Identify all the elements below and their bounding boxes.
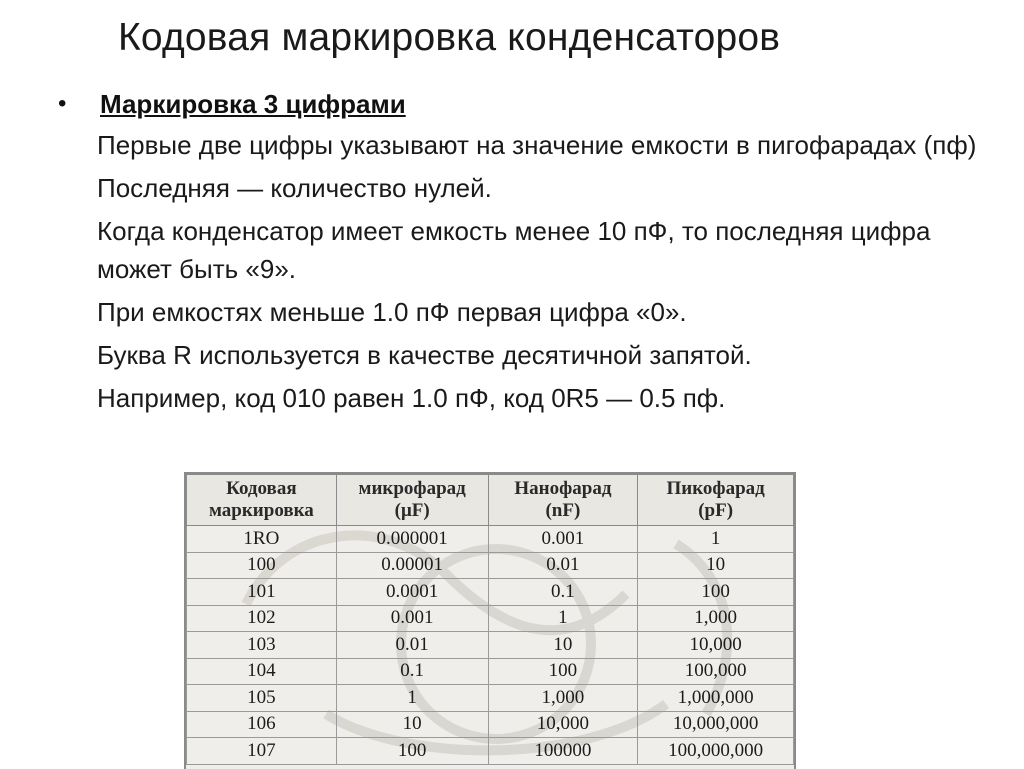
cell-nf: 0.001 xyxy=(488,526,638,553)
bullet-item xyxy=(55,82,985,126)
table-row xyxy=(187,526,794,553)
cell-code: 103 xyxy=(187,632,337,659)
cell-nf: 0.1 xyxy=(488,579,638,606)
capacitor-code-table xyxy=(186,474,794,765)
bullet-heading: Маркировка 3 цифрами xyxy=(100,89,406,119)
cell-uf: 0.0001 xyxy=(336,579,488,606)
cell-code: 104 xyxy=(187,658,337,685)
cell-code: 106 xyxy=(187,711,337,738)
bullet-marker: • xyxy=(58,90,67,117)
cell-uf: 0.01 xyxy=(336,632,488,659)
cell-pf: 100,000,000 xyxy=(638,738,794,765)
table-row xyxy=(187,738,794,765)
cell-pf: 100,000 xyxy=(638,658,794,685)
table-row xyxy=(187,711,794,738)
cell-code: 105 xyxy=(187,685,337,712)
cell-pf: 10 xyxy=(638,552,794,579)
paragraph-zeros: Последняя — количество нулей. xyxy=(97,173,492,203)
cell-pf: 10,000,000 xyxy=(638,711,794,738)
cell-pf: 1,000 xyxy=(638,605,794,632)
cell-code: 107 xyxy=(187,738,337,765)
cell-nf: 100 xyxy=(488,658,638,685)
paragraph-letter-r: Буква R используется в качестве десятичной запятой. xyxy=(97,340,752,370)
paragraph-capacitance-digits: Первые две цифры указывают на значение емкости в пигофарадах (пф) xyxy=(97,130,977,160)
table-row xyxy=(187,658,794,685)
table-header-row xyxy=(187,475,794,526)
cell-nf: 10,000 xyxy=(488,711,638,738)
table-row xyxy=(187,552,794,579)
paragraph-less-than-10pf: Когда конденсатор имеет емкость менее 10 пФ, то последняя цифра может быть «9». xyxy=(97,216,931,284)
cell-nf: 10 xyxy=(488,632,638,659)
table-row xyxy=(187,632,794,659)
cell-uf: 0.001 xyxy=(336,605,488,632)
bullet-list xyxy=(55,82,985,417)
header-microfarad: микрофарад (μF) xyxy=(336,475,488,526)
cell-uf: 100 xyxy=(336,738,488,765)
header-nanofarad: Нанофарад (nF) xyxy=(488,475,638,526)
slide-title: Кодовая маркировка конденсаторов xyxy=(118,16,781,59)
cell-uf: 0.00001 xyxy=(336,552,488,579)
table-row xyxy=(187,605,794,632)
cell-nf: 0.01 xyxy=(488,552,638,579)
cell-nf: 1 xyxy=(488,605,638,632)
cell-uf: 10 xyxy=(336,711,488,738)
header-picofarad: Пикофарад (pF) xyxy=(638,475,794,526)
paragraph-example: Например, код 010 равен 1.0 пФ, код 0R5 — 0.5 пф. xyxy=(97,383,726,413)
cell-pf: 10,000 xyxy=(638,632,794,659)
cell-nf: 1,000 xyxy=(488,685,638,712)
paragraph-less-than-1pf: При емкостях меньше 1.0 пФ первая цифра «0». xyxy=(97,297,687,327)
cell-pf: 100 xyxy=(638,579,794,606)
code-table-image xyxy=(184,472,796,769)
cell-pf: 1 xyxy=(638,526,794,553)
header-code: Кодовая маркировка xyxy=(187,475,337,526)
cell-uf: 1 xyxy=(336,685,488,712)
cell-uf: 0.1 xyxy=(336,658,488,685)
cell-code: 100 xyxy=(187,552,337,579)
cell-code: 101 xyxy=(187,579,337,606)
cell-code: 102 xyxy=(187,605,337,632)
table-row xyxy=(187,685,794,712)
table-row xyxy=(187,579,794,606)
cell-code: 1RO xyxy=(187,526,337,553)
cell-nf: 100000 xyxy=(488,738,638,765)
cell-uf: 0.000001 xyxy=(336,526,488,553)
cell-pf: 1,000,000 xyxy=(638,685,794,712)
